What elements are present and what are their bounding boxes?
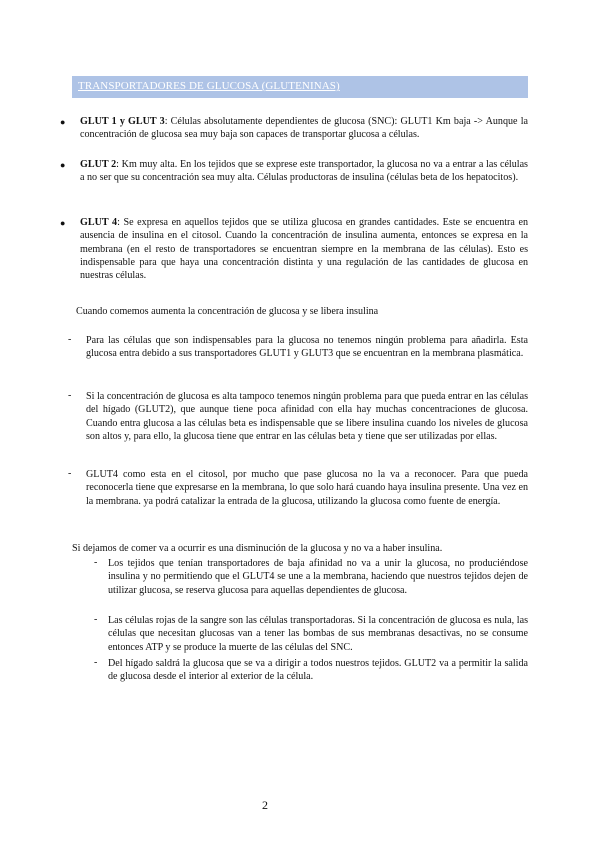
bullet-term: GLUT 1 y GLUT 3 xyxy=(80,116,165,127)
bullet-icon: ● xyxy=(60,218,66,228)
section1-heading: Cuando comemos aumenta la concentración de glucosa y se libera insulina xyxy=(76,306,379,317)
section2-item: Las células rojas de la sangre son las células transportadoras. Si la concentración de glucosa es nula, las células que necesitan glucosas van a tener las bombas de sus membranas desactivas, no se consume entonces ATP y se produce la muerte de las células del SNC. xyxy=(108,615,528,653)
bullet-text: : Se expresa en aquellos tejidos que se utiliza glucosa en grandes cantidades. Este se encuentra en ausencia de insulina en el citosol. Cuando la concentración de insulina aumenta, entonces se expresa en la membrana (en el resto de transportadores se encuentran siempre en la membrana de las células). Esto es indispensable para que haya una concentración distinta y una regulación de las cantidades de glucosa en nuestras células. xyxy=(80,217,529,282)
bullet-icon: ● xyxy=(60,117,66,127)
bullet-text: : Km muy alta. En los tejidos que se exprese este transportador, la glucosa no va a entrar a las células a no ser que su concentración sea muy alta. Células productoras de insulina (células beta de los hepatocitos). xyxy=(80,159,528,184)
dash-marker: - xyxy=(68,334,72,345)
glut2-paragraph xyxy=(80,158,528,185)
section2-heading: Si dejamos de comer va a ocurrir es una disminución de la glucosa y no va a haber insulina. xyxy=(72,543,443,554)
bullet-term: GLUT 4 xyxy=(80,217,118,228)
bullet-icon: ● xyxy=(60,160,66,170)
section2-item: Los tejidos que tenían transportadores de baja afinidad no va a unir la glucosa, no produciéndose insulina y no permitiendo que el GLUT4 se une a la membrana, haciendo que nuestros tejidos dejen de utilizar glucosa, se reserva glucosa para aquellas dependientes de glucosa. xyxy=(108,558,528,596)
bullet-term: GLUT 2 xyxy=(80,159,117,170)
page-number: 2 xyxy=(262,798,268,812)
bullet-text: : Células absolutamente dependientes de glucosa (SNC): GLUT1 Km baja -> Aunque la concentración de glucosa sea muy baja son capaces de transportar glucosa a células. xyxy=(80,116,528,141)
section-title-bar xyxy=(72,76,528,98)
dash-marker: - xyxy=(68,468,72,479)
dash-marker: - xyxy=(94,614,98,625)
dash-marker: - xyxy=(94,657,98,668)
section1-item: Si la concentración de glucosa es alta tampoco tenemos ningún problema para que pueda entrar en las células del hígado (GLUT2), que aunque tiene poca afinidad con ella hay muchas concentraciones de glucosa. Cuando entra glucosa a las células beta es indispensable que se libere insulina cuando los niveles de glucosa son altos y, para ello, la glucosa tiene que entrar en las células beta y tiene que ser utilizadas por ellas. xyxy=(86,391,528,442)
section1-item: GLUT4 como esta en el citosol, por mucho que pase glucosa no la va a reconocer. Para que pueda reconocerla tiene que expresarse en la membrana, lo que solo hará cuando haya insulina presente. Una vez en la membrana. ya podrá catalizar la entrada de la glucosa, utilizando la glucosa como fuente de energía. xyxy=(86,469,528,507)
glut4-paragraph xyxy=(80,216,528,282)
section-title: TRANSPORTADORES DE GLUCOSA (GLUTENINAS) xyxy=(78,80,340,92)
section1-item: Para las células que son indispensables para la glucosa no tenemos ningún problema para añadirla. Esta glucosa entra debido a sus transportadores GLUT1 y GLUT3 que se encuentran en la membrana plasmática. xyxy=(86,335,528,360)
glut1-glut3-paragraph xyxy=(80,115,528,142)
dash-marker: - xyxy=(94,557,98,568)
section2-item: Del hígado saldrá la glucosa que se va a dirigir a todos nuestros tejidos. GLUT2 va a permitir la salida de glucosa desde el interior al exterior de la célula. xyxy=(108,658,528,683)
dash-marker: - xyxy=(68,390,72,401)
